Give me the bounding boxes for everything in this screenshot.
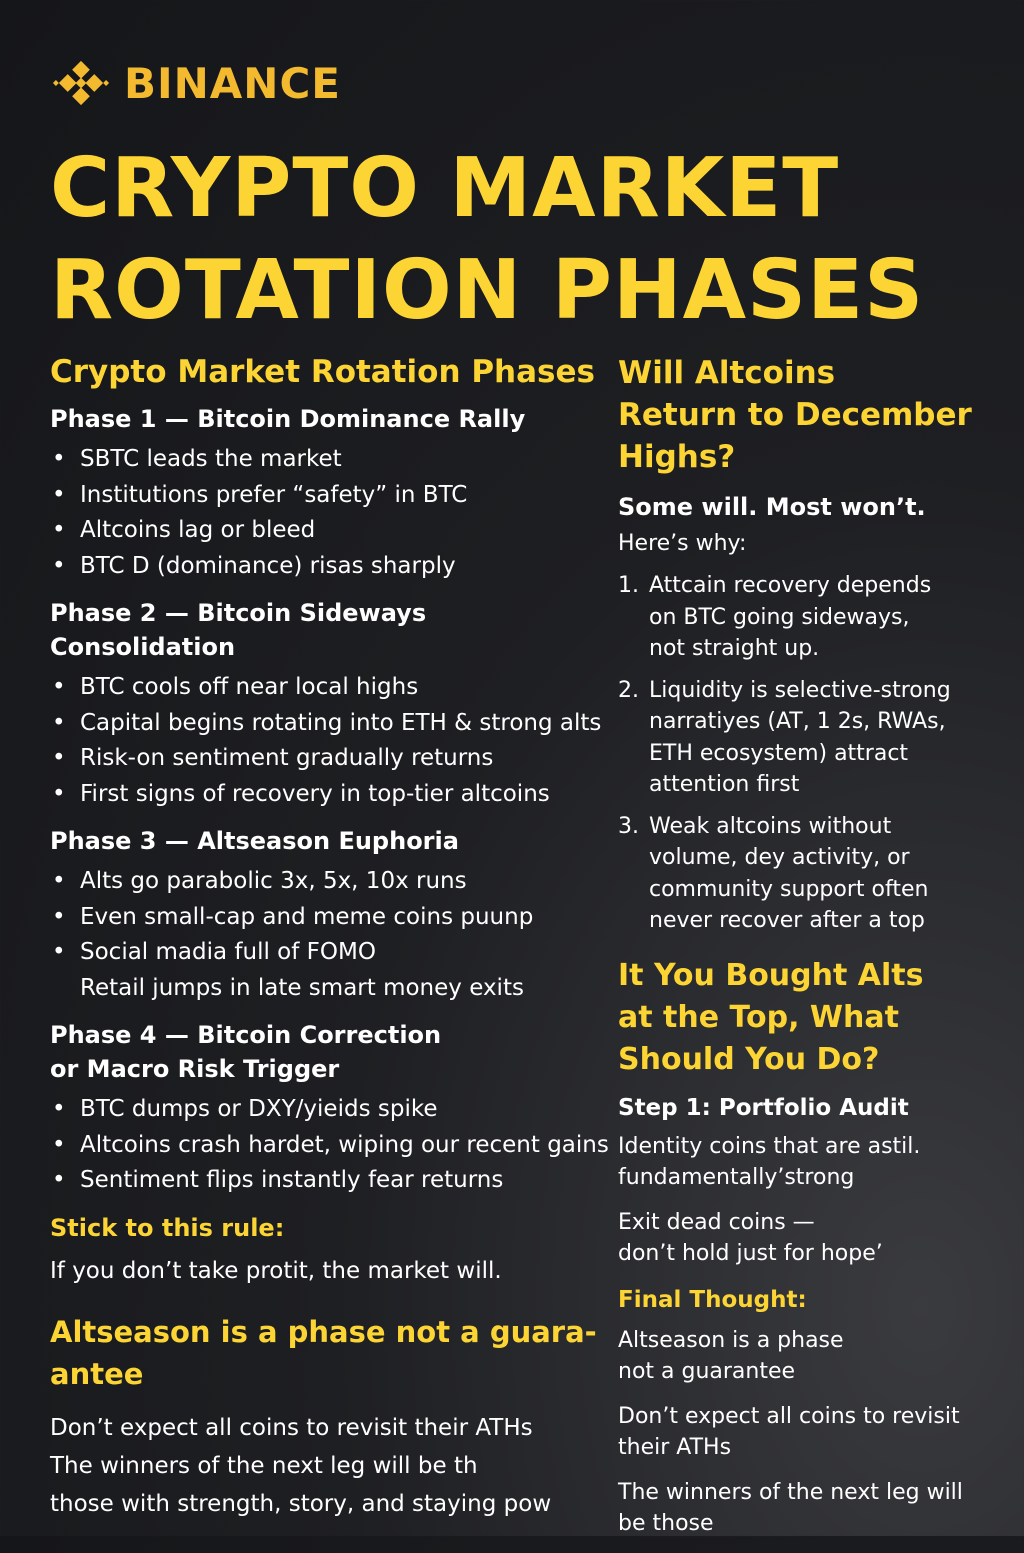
title-line: Return to December <box>618 397 972 433</box>
list-item: • Even small-cap and meme coins puunp <box>50 900 610 936</box>
left-column <box>50 352 610 1523</box>
phase-3-list <box>50 864 610 1006</box>
list-number: 2. <box>618 677 639 703</box>
list-item: • Altcoins lag or bleed <box>50 513 610 549</box>
list-item: • SBTC leads the market <box>50 442 610 478</box>
text-line: Exit dead coins — <box>618 1209 815 1235</box>
title-line: at the Top, What <box>618 999 899 1035</box>
text-line: Altseason is a phase <box>618 1327 844 1353</box>
text-line: fundamentally’strong <box>618 1164 855 1190</box>
phase-4-title-line-1: Phase 4 — Bitcoin Correction <box>50 1021 442 1049</box>
rule-heading: Stick to this rule: <box>50 1213 285 1242</box>
text-line: their ATHs <box>618 1434 732 1460</box>
text-line: narratiyes (AT, 1 2s, RWAs, <box>649 709 946 734</box>
title-line: Should You Do? <box>618 1041 880 1077</box>
final-thought-heading: Final Thought: <box>618 1286 807 1313</box>
list-text <box>649 811 928 937</box>
binance-logo-icon <box>50 52 112 114</box>
altseason-heading-line-2: antee <box>50 1356 144 1391</box>
text-line: not straight up. <box>649 636 820 661</box>
altseason-text-line: those with strength, story, and staying pow <box>50 1490 552 1517</box>
list-item: • BTC dumps or DXY/yieids spike <box>50 1092 610 1128</box>
phase-2-title: Phase 2 — Bitcoin Sideways Consolidation <box>50 599 427 661</box>
list-number: 1. <box>618 573 639 598</box>
list-text <box>649 570 931 665</box>
text-line: community support often <box>649 876 929 902</box>
altseason-heading <box>50 1311 610 1395</box>
list-item: • Social madia full of FOMO <box>50 935 610 971</box>
altseason-heading-line-1: Altseason is a phase not a guara- <box>50 1314 597 1349</box>
phase-4-title-line-2: or Macro Risk Trigger <box>50 1055 340 1083</box>
text-line: Liquidity is selective-strong <box>649 677 951 703</box>
list-item: • Alts go parabolic 3x, 5x, 10x runs <box>50 864 610 900</box>
altseason-text-line: Don’t expect all coins to revisit their ATHs <box>50 1414 533 1441</box>
altcoins-question-title <box>618 352 998 478</box>
page-title-line-1: CRYPTO MARKET <box>50 141 840 236</box>
right-column <box>618 352 998 1553</box>
step-1-heading: Step 1: Portfolio Audit <box>618 1094 909 1121</box>
list-item: • Risk-on sentiment gradually returns <box>50 741 610 777</box>
text-line: don’t hold just for hope’ <box>618 1240 883 1266</box>
list-item: Retail jumps in late smart money exits <box>80 974 524 1001</box>
phase-1-list <box>50 442 610 584</box>
answer-text: Some will. Most won’t. <box>618 493 926 521</box>
phase-4-title <box>50 1018 610 1086</box>
title-line: It You Bought Alts <box>618 957 924 993</box>
rule-text: If you don’t take protit, the market will. <box>50 1257 502 1284</box>
text-line: attention first <box>649 772 800 797</box>
text-line: The winners of the next leg will <box>618 1479 963 1505</box>
list-item: • Sentiment flips instantly fear returns <box>50 1163 610 1199</box>
final-text-3 <box>618 1477 998 1539</box>
text-line: Identity coins that are astil. <box>618 1133 921 1159</box>
list-item: • First signs of recovery in top-tier altcoins <box>50 777 610 813</box>
title-line: Highs? <box>618 439 736 475</box>
title-line: Will Altcoins <box>618 355 836 391</box>
text-line: Don’t expect all coins to revisit <box>618 1403 960 1429</box>
list-item: • Capital begins rotating into ETH & strong alts <box>50 706 610 742</box>
phase-1-title: Phase 1 — Bitcoin Dominance Rally <box>50 405 526 433</box>
phase-3-title: Phase 3 — Altseason Euphoria <box>50 827 459 855</box>
list-item <box>618 570 998 665</box>
page-title <box>50 138 924 342</box>
final-text-1 <box>618 1325 998 1387</box>
text-line: on BTC going sideways, <box>649 604 910 630</box>
audit-text <box>618 1131 998 1193</box>
reasons-list <box>618 570 998 937</box>
phase-4-list <box>50 1092 610 1199</box>
text-line: Attcain recovery depends <box>649 573 932 598</box>
brand-logo <box>50 52 341 114</box>
text-line: never recover after a top <box>649 908 925 933</box>
section-title: Crypto Market Rotation Phases <box>50 354 595 390</box>
why-label: Here’s why: <box>618 531 747 556</box>
list-item: • Altcoins crash hardet, wiping our recent gains <box>50 1128 610 1164</box>
text-line: Weak altcoins without <box>649 813 892 839</box>
brand-name: BINANCE <box>124 58 341 108</box>
bought-alts-title <box>618 955 998 1081</box>
list-item: • BTC cools off near local highs <box>50 670 610 706</box>
text-line: not a guarantee <box>618 1358 796 1384</box>
page-title-line-2: ROTATION PHASES <box>50 243 925 338</box>
phase-2-list <box>50 670 610 812</box>
text-line: be those <box>618 1510 714 1536</box>
list-number: 3. <box>618 813 639 839</box>
list-item <box>618 811 998 937</box>
text-line: volume, dey activity, or <box>649 845 910 870</box>
text-line: ETH ecosystem) attract <box>649 740 909 766</box>
altseason-text-line: The winners of the next leg will be th <box>50 1452 478 1479</box>
final-text-2 <box>618 1401 998 1463</box>
list-item: • Institutions prefer “safety” in BTC <box>50 478 610 514</box>
exit-text <box>618 1207 998 1269</box>
list-item <box>618 675 998 801</box>
list-text <box>649 675 951 801</box>
list-item: • BTC D (dominance) risas sharply <box>50 549 610 585</box>
